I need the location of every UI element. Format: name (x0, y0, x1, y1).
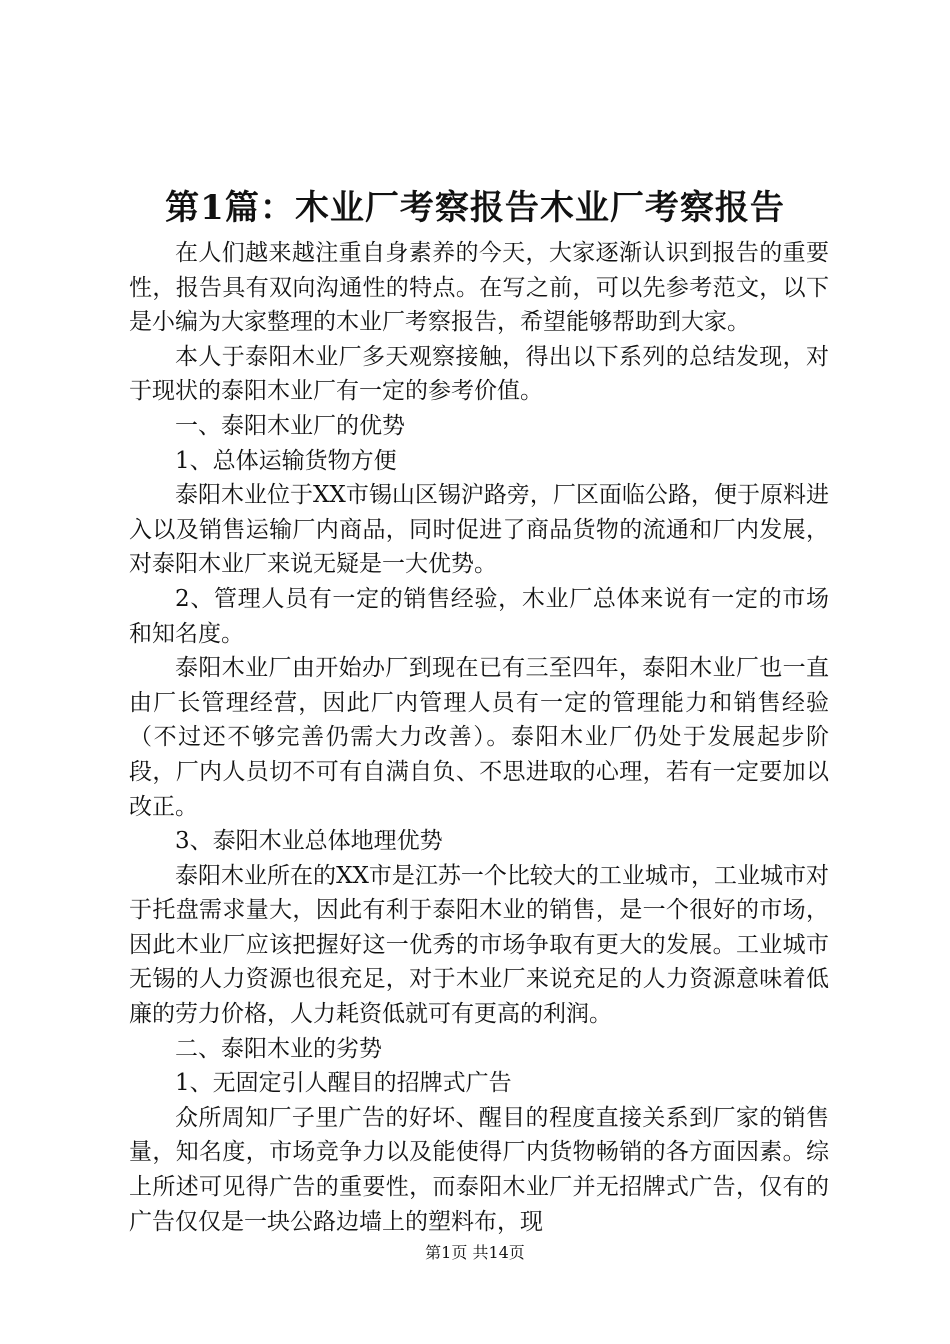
subheading-transport: 1、总体运输货物方便 (175, 447, 397, 474)
page-footer: 第1页 共14页 (425, 1243, 525, 1262)
document-body (129, 236, 829, 1239)
subheading-management: 2、管理人员有一定的销售经验，木业厂总体来说有一定的市场和知名度。 (129, 585, 829, 647)
document-title: 第1篇：木业厂考察报告木业厂考察报告 (165, 188, 785, 228)
paragraph-summary: 本人于泰阳木业厂多天观察接触，得出以下系列的总结发现，对于现状的泰阳木业厂有一定的参考价值。 (129, 343, 829, 405)
paragraph-management: 泰阳木业厂由开始办厂到现在已有三至四年，泰阳木业厂也一直由厂长管理经营，因此厂内管理人员有一定的管理能力和销售经验（不过还不够完善仍需大力改善）。泰阳木业厂仍处于发展起步阶段，厂内人员切不可有自满自负、不思进取的心理，若有一定要加以改正。 (129, 655, 829, 820)
section-heading-disadvantages: 二、泰阳木业的劣势 (175, 1035, 382, 1062)
subheading-advertising: 1、无固定引人醒目的招牌式广告 (175, 1070, 512, 1097)
subheading-geography: 3、泰阳木业总体地理优势 (175, 828, 443, 855)
section-heading-advantages: 一、泰阳木业厂的优势 (175, 412, 405, 439)
paragraph-geography: 泰阳木业所在的XX市是江苏一个比较大的工业城市，工业城市对于托盘需求量大，因此有利于泰阳木业的销售，是一个很好的市场，因此木业厂应该把握好这一优秀的市场争取有更大的发展。工业城市无锡的人力资源也很充足，对于木业厂来说充足的人力资源意味着低廉的劳力价格，人力耗资低就可有更高的利润。 (129, 862, 829, 1028)
paragraph-advertising: 众所周知厂子里广告的好坏、醒目的程度直接关系到厂家的销售量，知名度，市场竞争力以及能使得厂内货物畅销的各方面因素。综上所述可见得广告的重要性，而泰阳木业厂并无招牌式广告，仅有的广告仅仅是一块公路边墙上的塑料布，现 (129, 1104, 829, 1235)
paragraph-transport: 泰阳木业位于XX市锡山区锡沪路旁，厂区面临公路，便于原料进入以及销售运输厂内商品，同时促进了商品货物的流通和厂内发展，对泰阳木业厂来说无疑是一大优势。 (129, 482, 829, 578)
paragraph-intro: 在人们越来越注重自身素养的今天，大家逐渐认识到报告的重要性，报告具有双向沟通性的特点。在写之前，可以先参考范文，以下是小编为大家整理的木业厂考察报告，希望能够帮助到大家。 (129, 240, 829, 336)
